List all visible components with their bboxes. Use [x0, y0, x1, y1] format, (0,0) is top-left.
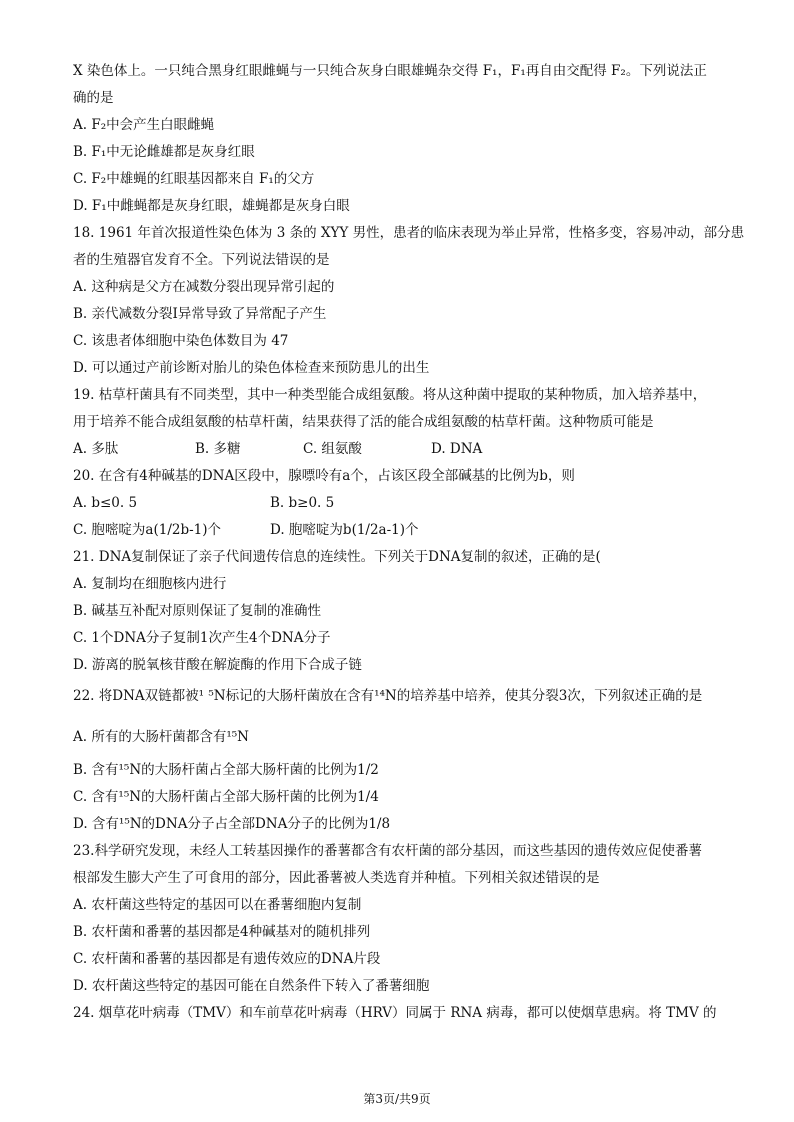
question-21-stem: 21. DNA复制保证了亲子代间遗传信息的连续性。下列关于DNA复制的叙述，正确的是( [73, 549, 601, 565]
question-17-stem-line-1: X 染色体上。一只纯合黑身红眼雌蝇与一只纯合灰身白眼雄蝇杂交得 F₁，F₁再自由交配得 F₂。下列说法正 [73, 63, 707, 79]
question-24-stem-line-1: 24. 烟草花叶病毒（TMV）和车前草花叶病毒（HRV）同属于 RNA 病毒，都可以使烟草患病。将 TMV 的 [73, 1005, 717, 1021]
q17-option-c: C. F₂中雄蝇的红眼基因都来自 F₁的父方 [73, 171, 315, 187]
q20-option-b: B. b≥0. 5 [270, 495, 335, 511]
q18-option-b: B. 亲代减数分裂Ⅰ异常导致了异常配子产生 [73, 306, 327, 322]
question-18-stem-line-2: 者的生殖器官发育不全。下列说法错误的是 [73, 252, 330, 268]
q23-option-c: C. 农杆菌和番薯的基因都是有遗传效应的DNA片段 [73, 951, 381, 967]
q18-option-c: C. 该患者体细胞中染色体数目为 47 [73, 333, 289, 349]
question-17-stem-line-2: 确的是 [73, 90, 114, 106]
page-number-footer: 第3页/共9页 [363, 1092, 431, 1106]
q21-option-c: C. 1个DNA分子复制1次产生4个DNA分子 [73, 630, 331, 646]
q22-option-c: C. 含有¹⁵N的大肠杆菌占全部大肠杆菌的比例为1/4 [73, 789, 379, 805]
question-22-stem: 22. 将DNA双链都被¹ ⁵N标记的大肠杆菌放在含有¹⁴N的培养基中培养，使其分裂3次，下列叙述正确的是 [73, 688, 703, 704]
question-19-stem-line-2: 用于培养不能合成组氨酸的枯草杆菌，结果获得了活的能合成组氨酸的枯草杆菌。这种物质可能是 [73, 414, 654, 430]
q17-option-b: B. F₁中无论雌雄都是灰身红眼 [73, 144, 255, 160]
q20-option-c: C. 胞嘧啶为a(1/2b-1)个 [73, 522, 222, 538]
q22-option-b: B. 含有¹⁵N的大肠杆菌占全部大肠杆菌的比例为1/2 [73, 762, 379, 778]
q23-option-d: D. 农杆菌这些特定的基因可能在自然条件下转入了番薯细胞 [73, 978, 430, 994]
question-18-stem-line-1: 18. 1961 年首次报道性染色体为 3 条的 XYY 男性，患者的临床表现为举止异常，性格多变，容易冲动，部分患 [73, 225, 745, 241]
question-19-stem-line-1: 19. 枯草杆菌具有不同类型，其中一种类型能合成组氨酸。将从这种菌中提取的某种物质，加入培养基中， [73, 387, 707, 403]
q18-option-a: A. 这种病是父方在减数分裂出现异常引起的 [73, 279, 335, 295]
q18-option-d: D. 可以通过产前诊断对胎儿的染色体检查来预防患儿的出生 [73, 360, 430, 376]
question-20-stem: 20. 在含有4种碱基的DNA区段中，腺嘌呤有a个，占该区段全部碱基的比例为b，则 [73, 468, 575, 484]
q20-option-a: A. b≤0. 5 [73, 495, 138, 511]
question-23-stem-line-2: 根部发生膨大产生了可食用的部分，因此番薯被人类选育并种植。下列相关叙述错误的是 [73, 870, 600, 886]
q19-option-b: B. 多糖 [195, 441, 241, 457]
q23-option-b: B. 农杆菌和番薯的基因都是4种碱基对的随机排列 [73, 924, 371, 940]
q19-option-a: A. 多肽 [73, 441, 119, 457]
q22-option-d: D. 含有¹⁵N的DNA分子占全部DNA分子的比例为1/8 [73, 816, 391, 832]
question-23-stem-line-1: 23.科学研究发现，未经人工转基因操作的番薯都含有农杆菌的部分基因，而这些基因的遗传效应促使番薯 [73, 843, 702, 859]
q20-option-d: D. 胞嘧啶为b(1/2a-1)个 [270, 522, 419, 538]
q23-option-a: A. 农杆菌这些特定的基因可以在番薯细胞内复制 [73, 897, 362, 913]
q19-option-c: C. 组氨酸 [303, 441, 362, 457]
q21-option-b: B. 碱基互补配对原则保证了复制的准确性 [73, 603, 322, 619]
q17-option-d: D. F₁中雌蝇都是灰身红眼，雄蝇都是灰身白眼 [73, 198, 350, 214]
q17-option-a: A. F₂中会产生白眼雌蝇 [73, 117, 215, 133]
q19-option-d: D. DNA [431, 441, 483, 457]
q21-option-a: A. 复制均在细胞核内进行 [73, 576, 227, 592]
q22-option-a: A. 所有的大肠杆菌都含有¹⁵N [73, 729, 249, 745]
q21-option-d: D. 游离的脱氧核苷酸在解旋酶的作用下合成子链 [73, 657, 362, 673]
